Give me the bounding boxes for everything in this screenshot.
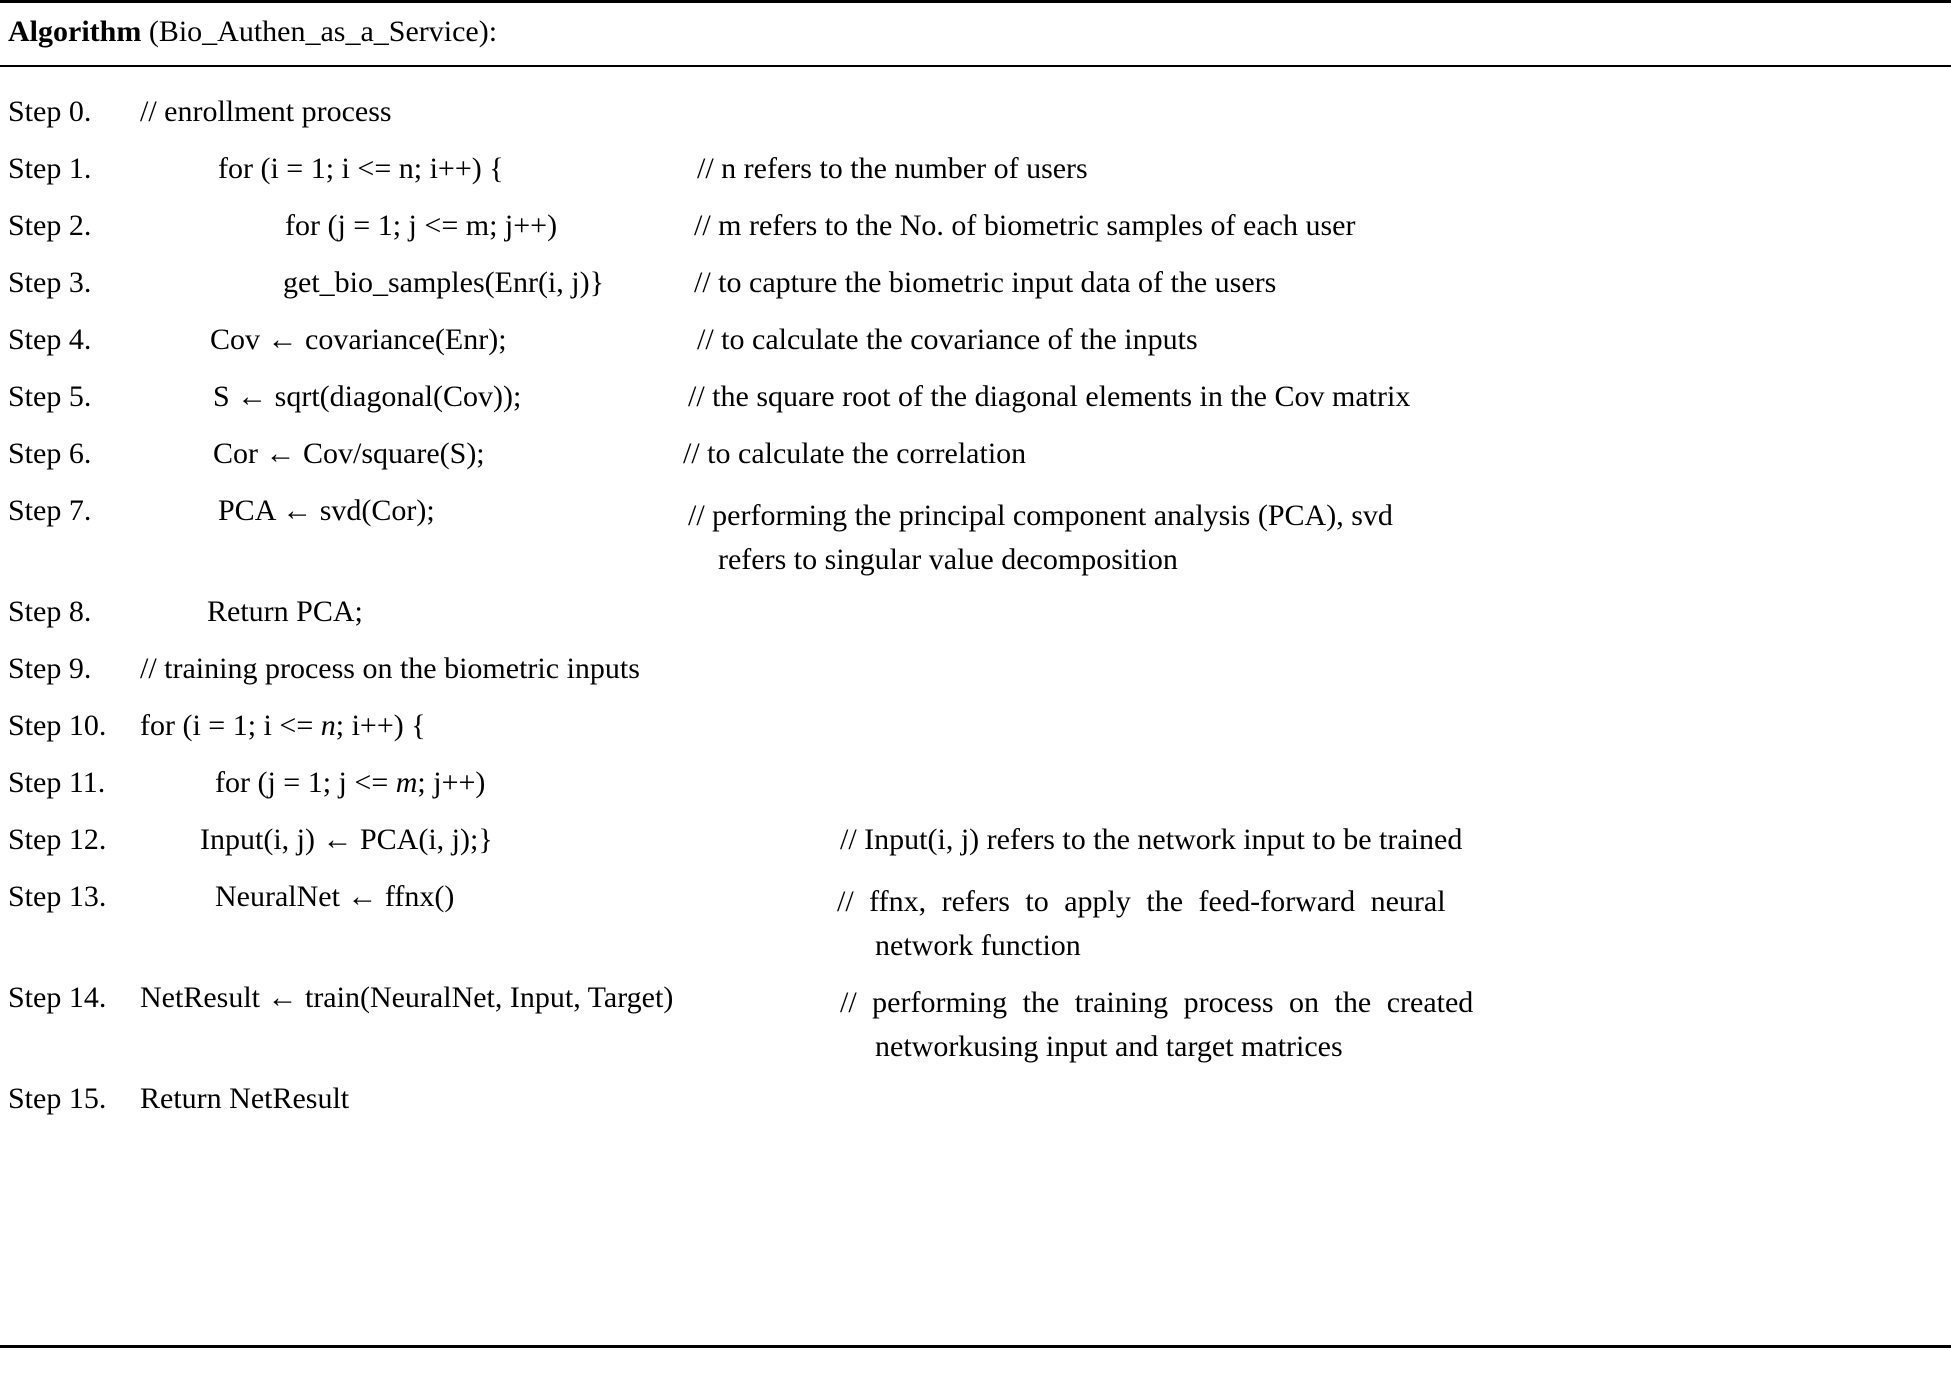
step-label: Step 6. [8, 437, 92, 470]
step-code: get_bio_samples(Enr(i, j)} [283, 266, 604, 299]
bottom-whitespace [0, 1133, 1951, 1345]
step-code: Cor ← Cov/square(S); [213, 437, 485, 470]
step-code: Return NetResult [140, 1082, 350, 1115]
step-comment [837, 880, 1446, 968]
step-comment: // to capture the biometric input data of the users [694, 266, 1277, 299]
step-label: Step 14. [8, 981, 107, 1014]
algorithm-title: (Bio_Authen_as_a_Service): [141, 15, 498, 48]
step-row-13 [0, 874, 1951, 975]
step-label: Step 2. [8, 209, 92, 242]
algorithm-keyword: Algorithm [8, 15, 142, 48]
algorithm-body [0, 67, 1951, 1133]
step-label: Step 10. [8, 709, 107, 742]
step-label: Step 1. [8, 152, 92, 185]
step-row-15 [0, 1076, 1951, 1133]
step-code-post: ; j++) [417, 766, 486, 799]
step-comment [688, 494, 1393, 582]
step-code: NeuralNet ← ffnx() [215, 880, 455, 913]
step-row-11 [0, 760, 1951, 817]
step-code: Cov ← covariance(Enr); [210, 323, 507, 356]
bottom-rule [0, 1345, 1951, 1348]
step-label: Step 15. [8, 1082, 107, 1115]
step-comment-line-2: networkusing input and target matrices [875, 1030, 1343, 1063]
step-row-1 [0, 146, 1951, 203]
step-code-pre: for (i = 1; i <= [140, 709, 321, 742]
step-code-var: n [320, 709, 336, 742]
step-comment: // the square root of the diagonal elements in the Cov matrix [688, 380, 1411, 413]
step-row-0 [0, 89, 1951, 146]
step-code: PCA ← svd(Cor); [218, 494, 435, 527]
step-comment-line-2: refers to singular value decomposition [718, 543, 1178, 576]
step-code [140, 709, 426, 743]
step-label: Step 3. [8, 266, 92, 299]
step-row-9 [0, 646, 1951, 703]
step-label: Step 9. [8, 652, 92, 685]
step-comment: // training process on the biometric inputs [140, 652, 640, 685]
step-label: Step 8. [8, 595, 92, 628]
step-code: for (i = 1; i <= n; i++) { [218, 152, 504, 185]
step-label: Step 11. [8, 766, 106, 799]
step-code-var: m [395, 766, 418, 799]
step-label: Step 4. [8, 323, 92, 356]
step-row-8 [0, 589, 1951, 646]
step-code: S ← sqrt(diagonal(Cov)); [213, 380, 522, 413]
step-code: Input(i, j) ← PCA(i, j);} [200, 823, 493, 856]
step-label: Step 5. [8, 380, 92, 413]
step-comment-line-2: network function [875, 929, 1081, 962]
step-row-12 [0, 817, 1951, 874]
step-comment [840, 981, 1473, 1069]
step-code: Return PCA; [207, 595, 363, 628]
step-row-2 [0, 203, 1951, 260]
step-comment-line-1: // performing the training process on the created [840, 986, 1474, 1019]
step-code-post: ; i++) { [335, 709, 426, 742]
step-comment: // enrollment process [140, 95, 392, 128]
step-row-14 [0, 975, 1951, 1076]
step-code [215, 766, 485, 800]
step-label: Step 7. [8, 494, 92, 527]
step-row-4 [0, 317, 1951, 374]
step-comment: // m refers to the No. of biometric samples of each user [694, 209, 1356, 242]
step-row-3 [0, 260, 1951, 317]
step-code: NetResult ← train(NeuralNet, Input, Target) [140, 981, 674, 1014]
step-comment: // to calculate the covariance of the inputs [697, 323, 1198, 356]
step-code: for (j = 1; j <= m; j++) [285, 209, 558, 242]
step-comment: // to calculate the correlation [683, 437, 1027, 470]
step-comment: // n refers to the number of users [697, 152, 1088, 185]
step-comment-line-1: // performing the principal component analysis (PCA), svd [688, 499, 1393, 532]
step-label: Step 12. [8, 823, 107, 856]
step-row-6 [0, 431, 1951, 488]
algorithm-header [0, 3, 1951, 67]
step-code-pre: for (j = 1; j <= [215, 766, 396, 799]
step-row-7 [0, 488, 1951, 589]
step-label: Step 0. [8, 95, 92, 128]
step-row-5 [0, 374, 1951, 431]
step-comment: // Input(i, j) refers to the network input to be trained [840, 823, 1463, 856]
step-row-10 [0, 703, 1951, 760]
step-label: Step 13. [8, 880, 107, 913]
step-comment-line-1: // ffnx, refers to apply the feed-forward neural [837, 885, 1446, 918]
